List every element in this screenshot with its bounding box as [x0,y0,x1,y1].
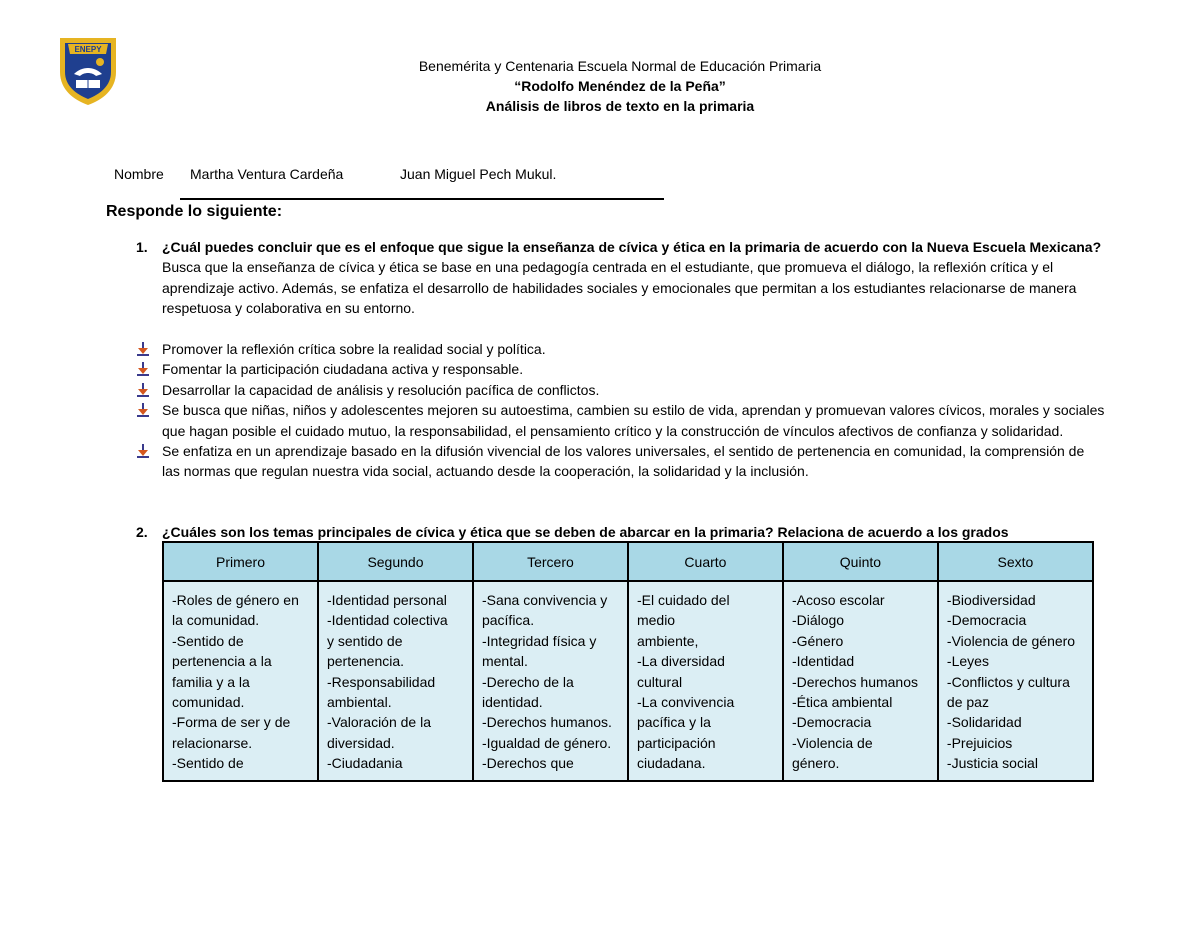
cell-primero [163,581,318,781]
cell-line: -Justicia social [946,755,1038,772]
cell-line: -Solidaridad [946,714,1022,731]
header-tercero: Tercero [473,542,628,581]
cell-line: -Integridad física y [481,632,597,649]
cell-line: -Violencia de género [946,632,1076,649]
arrow-bullet-icon [136,342,150,356]
cell-line: -Género [791,632,844,649]
cell-line: relacionarse. [172,734,253,751]
cell-line: -Democracia [791,714,872,731]
question-2-number: 2. [136,524,148,540]
table-row [163,581,1093,781]
cell-line: pertenencia. [326,653,405,670]
header-sexto: Sexto [938,542,1093,581]
cell-line: género. [791,755,840,772]
header-primero: Primero [163,542,318,581]
header-cuarto: Cuarto [628,542,783,581]
cell-line: -Roles de género en [172,592,299,608]
cell-line: -El cuidado del [636,592,730,608]
question-1-answer: Busca que la enseñanza de cívica y ética se base en una pedagogía centrada en el estudiante, que promueva el diálogo, la reflexión crítica y el aprendizaje activo. Además, se enfatiza el desarrollo de habilidades sociales y emocionales que permitan a los estudiantes relacionarse de manera respetuosa y colaborativa en su entorno. [162,259,1077,317]
cell-line: -La convivencia [636,694,735,711]
cell-line: familia y a la [172,673,250,690]
cell-line: -Identidad [791,653,855,670]
cell-line: comunidad. [172,694,245,711]
cell-line: -Forma de ser y de [172,714,291,731]
document-title: Análisis de libros de texto en la primaria [485,98,755,114]
logo-text: ENEPY [74,45,102,54]
cell-line: -Valoración de la [326,714,432,731]
cell-line: -Sentido de [172,632,244,649]
cell-line: -Acoso escolar [791,592,885,608]
cell-line: pertenencia a la [172,653,272,670]
cell-cuarto [628,581,783,781]
answer-bullet-list [136,339,1106,482]
arrow-bullet-icon [136,403,150,417]
cell-segundo [318,581,473,781]
cell-line: cultural [636,673,683,690]
cell-line: -Sana convivencia y [481,592,608,608]
name-underline [180,198,664,200]
cell-line: -Prejuicios [946,734,1013,751]
cell-line: y sentido de [326,632,403,649]
cell-sexto [938,581,1093,781]
cell-line: -Derechos humanos [791,673,918,690]
cell-line: -Biodiversidad [946,592,1036,608]
header-quinto: Quinto [783,542,938,581]
school-honoree: “Rodolfo Menéndez de la Peña” [514,78,726,94]
cell-quinto [783,581,938,781]
cell-line: ambiente, [636,632,699,649]
cell-line: -Ética ambiental [791,694,893,711]
list-item: Desarrollar la capacidad de análisis y resolución pacífica de conflictos. [136,380,1106,400]
school-name: Benemérita y Centenaria Escuela Normal de Educación Primaria [418,58,822,74]
list-item: Fomentar la participación ciudadana activa y responsable. [136,359,1106,379]
cell-line: -Sentido de [172,755,244,772]
table-header-row [163,542,1093,581]
cell-line: -Leyes [946,653,989,670]
cell-line: -Conflictos y cultura [946,673,1070,690]
instruction-heading: Responde lo siguiente: [106,203,283,220]
arrow-bullet-icon [136,383,150,397]
cell-line: ciudadana. [636,755,706,772]
cell-line: -Igualdad de género. [481,734,612,751]
list-item: Se busca que niñas, niños y adolescentes mejoren su autoestima, cambien su estilo de vida, aprendan y promuevan valores cívicos, morales y sociales que hagan posible el cuidado mutuo, la responsabilidad, el pensamiento crítico y la construcción de vínculos afectivos de confianza y solidaridad. [136,400,1106,441]
grades-table [162,541,1094,782]
header-segundo: Segundo [318,542,473,581]
name-label: Nombre [114,166,164,182]
student-name-2: Juan Miguel Pech Mukul. [400,166,557,182]
cell-line: participación [636,734,716,751]
arrow-bullet-icon [136,444,150,458]
list-item: Se enfatiza en un aprendizaje basado en la difusión vivencial de los valores universales, el sentido de pertenencia en comunidad, la comprensión de las normas que regulan nuestra vida social, actuando desde la cooperación, la solidaridad y la inclusión. [136,441,1106,482]
arrow-bullet-icon [136,362,150,376]
cell-line: mental. [481,653,528,670]
cell-line: -Identidad colectiva [326,612,448,629]
cell-line: -Identidad personal [326,592,447,608]
cell-line: pacífica. [481,612,535,629]
student-name-1: Martha Ventura Cardeña [190,166,344,182]
cell-line: -Diálogo [791,612,845,629]
question-2-text: ¿Cuáles son los temas principales de cívica y ética que se deben de abarcar en la primaria? Relaciona de acuerdo a los grados [162,524,1009,540]
cell-line: medio [636,612,676,629]
cell-line: -Democracia [946,612,1027,629]
cell-line: -Violencia de [791,734,873,751]
cell-line: pacífica y la [636,714,711,731]
cell-line: -Derechos humanos. [481,714,612,731]
cell-line: -Derechos que [481,755,574,772]
cell-line: diversidad. [326,734,395,751]
cell-line: ambiental. [326,694,392,711]
question-1-number: 1. [136,239,148,255]
cell-line: -Ciudadania [326,755,403,772]
cell-line: de paz [946,694,989,711]
cell-line: identidad. [481,694,543,711]
cell-line: -Derecho de la [481,673,574,690]
document-header [0,56,1200,116]
cell-line: -Responsabilidad [326,673,436,690]
list-item: Promover la reflexión crítica sobre la realidad social y política. [136,339,1106,359]
cell-line: la comunidad. [172,612,260,629]
cell-tercero [473,581,628,781]
cell-line: -La diversidad [636,653,725,670]
question-1-text: ¿Cuál puedes concluir que es el enfoque que sigue la enseñanza de cívica y ética en la primaria de acuerdo con la Nueva Escuela Mexicana? [162,239,1102,255]
